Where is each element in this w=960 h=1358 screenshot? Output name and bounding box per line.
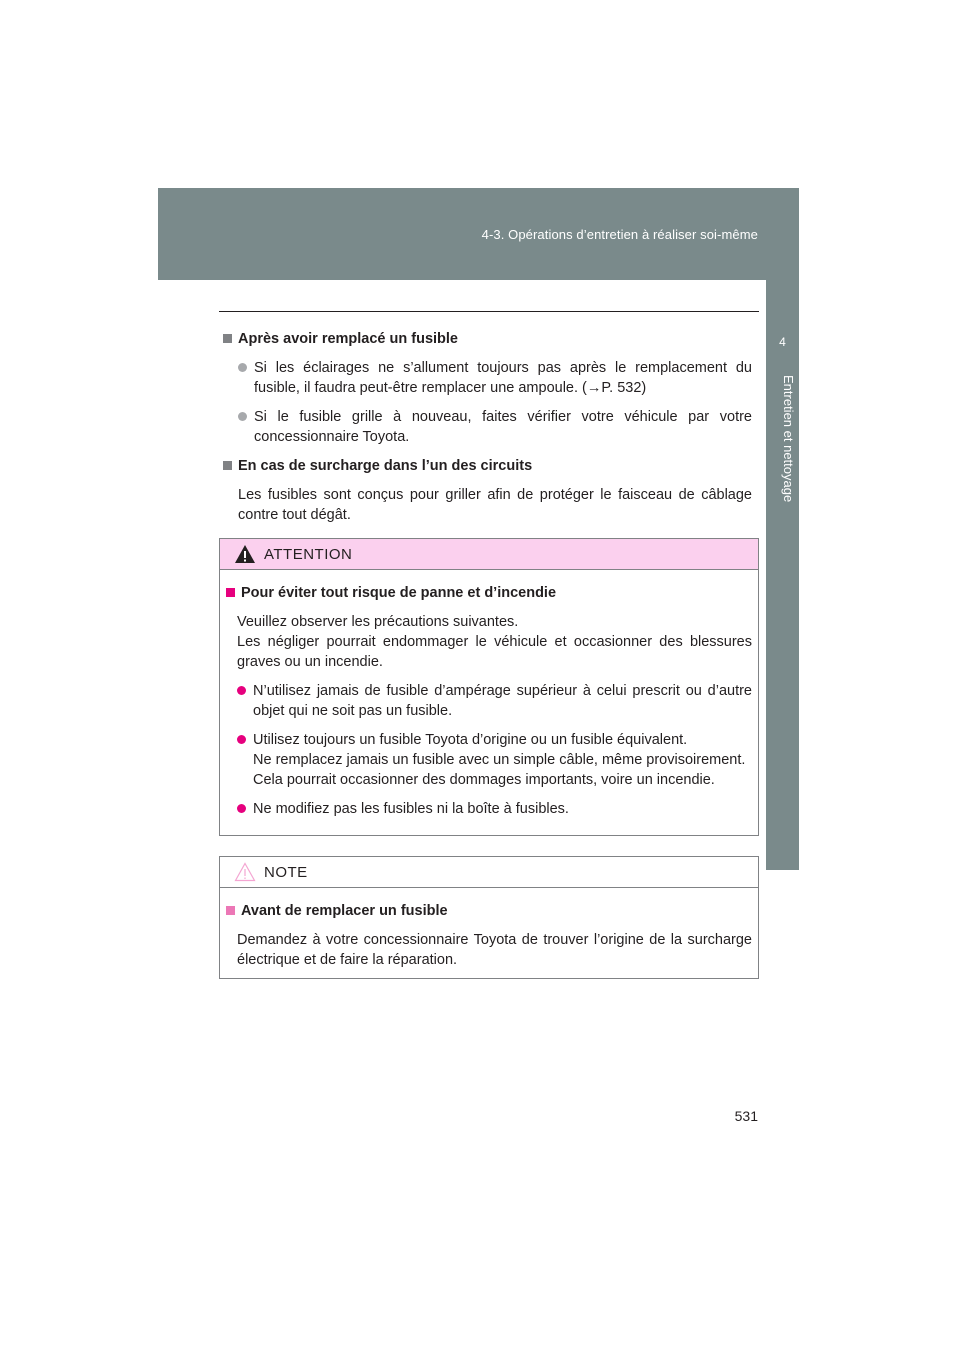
attention-body bbox=[220, 570, 758, 838]
circle-bullet-icon bbox=[237, 804, 246, 813]
circle-bullet-icon bbox=[238, 363, 247, 372]
list-item-text: Utilisez toujours un fusible Toyota d’origine ou un fusible équivalent. bbox=[253, 732, 688, 748]
note-body bbox=[220, 888, 758, 989]
list-item-text: Ne remplacez jamais un fusible avec un simple câble, même provisoirement. bbox=[253, 752, 746, 768]
chapter-side-tab bbox=[766, 280, 799, 870]
section-heading-text: En cas de surcharge dans l’un des circuits bbox=[238, 458, 533, 474]
list-item-text: Cela pourrait occasionner des dommages importants, voire un incendie. bbox=[253, 772, 715, 788]
attention-heading-text: Pour éviter tout risque de panne et d’incendie bbox=[241, 585, 557, 601]
attention-header bbox=[220, 539, 758, 570]
circle-bullet-icon bbox=[238, 412, 247, 421]
list-item-text-group bbox=[253, 730, 745, 790]
square-bullet-icon bbox=[223, 461, 232, 470]
section-heading bbox=[222, 456, 752, 476]
list-item-text: N’utilisez jamais de fusible d’ampérage supérieur à celui prescrit ou d’autre objet qui ne soit pas un fusible. bbox=[253, 683, 752, 719]
list-item-text: Si les éclairages ne s’allument toujours pas après le remplacement du fusible, il faudra peut-être remplacer une ampoule. (→P. 532) bbox=[254, 360, 752, 396]
note-heading bbox=[225, 901, 752, 921]
warning-triangle-icon bbox=[234, 544, 256, 564]
note-heading-text: Avant de remplacer un fusible bbox=[241, 903, 448, 919]
attention-heading bbox=[225, 583, 752, 603]
attention-title: ATTENTION bbox=[264, 545, 353, 563]
page-number: 531 bbox=[734, 1108, 758, 1124]
section-heading-text: Après avoir remplacé un fusible bbox=[238, 331, 458, 347]
caution-triangle-outline-icon bbox=[234, 862, 256, 882]
chapter-number: 4 bbox=[779, 335, 786, 349]
attention-box bbox=[219, 538, 759, 836]
note-box bbox=[219, 856, 759, 979]
section-title: 4-3. Opérations d’entretien à réaliser soi-même bbox=[481, 227, 758, 242]
list-item bbox=[237, 730, 752, 790]
list-item bbox=[237, 799, 752, 819]
main-content bbox=[222, 329, 752, 534]
square-bullet-icon bbox=[226, 588, 235, 597]
circle-bullet-icon bbox=[237, 686, 246, 695]
circle-bullet-icon bbox=[237, 735, 246, 744]
list-item bbox=[238, 358, 752, 398]
list-item-text: Ne modifiez pas les fusibles ni la boîte à fusibles. bbox=[253, 801, 569, 817]
square-bullet-icon bbox=[226, 906, 235, 915]
header-band bbox=[158, 188, 799, 280]
list-item-text: Si le fusible grille à nouveau, faites vérifier votre véhicule par votre concessionnaire Toyota. bbox=[254, 409, 752, 445]
square-bullet-icon bbox=[223, 334, 232, 343]
section-heading bbox=[222, 329, 752, 349]
chapter-label: Entretien et nettoyage bbox=[781, 375, 796, 503]
list-item bbox=[237, 681, 752, 721]
note-title: NOTE bbox=[264, 863, 308, 881]
section-paragraph: Les fusibles sont conçus pour griller afin de protéger le faisceau de câblage contre tout dégât. bbox=[238, 487, 752, 523]
top-divider bbox=[219, 311, 759, 312]
note-paragraph: Demandez à votre concessionnaire Toyota de trouver l’origine de la surcharge électrique et de faire la réparation. bbox=[237, 932, 752, 968]
attention-intro-2: Les négliger pourrait endommager le véhicule et occasionner des blessures graves ou un incendie. bbox=[237, 634, 752, 670]
note-header bbox=[220, 857, 758, 888]
attention-intro-1: Veuillez observer les précautions suivantes. bbox=[237, 614, 519, 630]
list-item bbox=[238, 407, 752, 447]
